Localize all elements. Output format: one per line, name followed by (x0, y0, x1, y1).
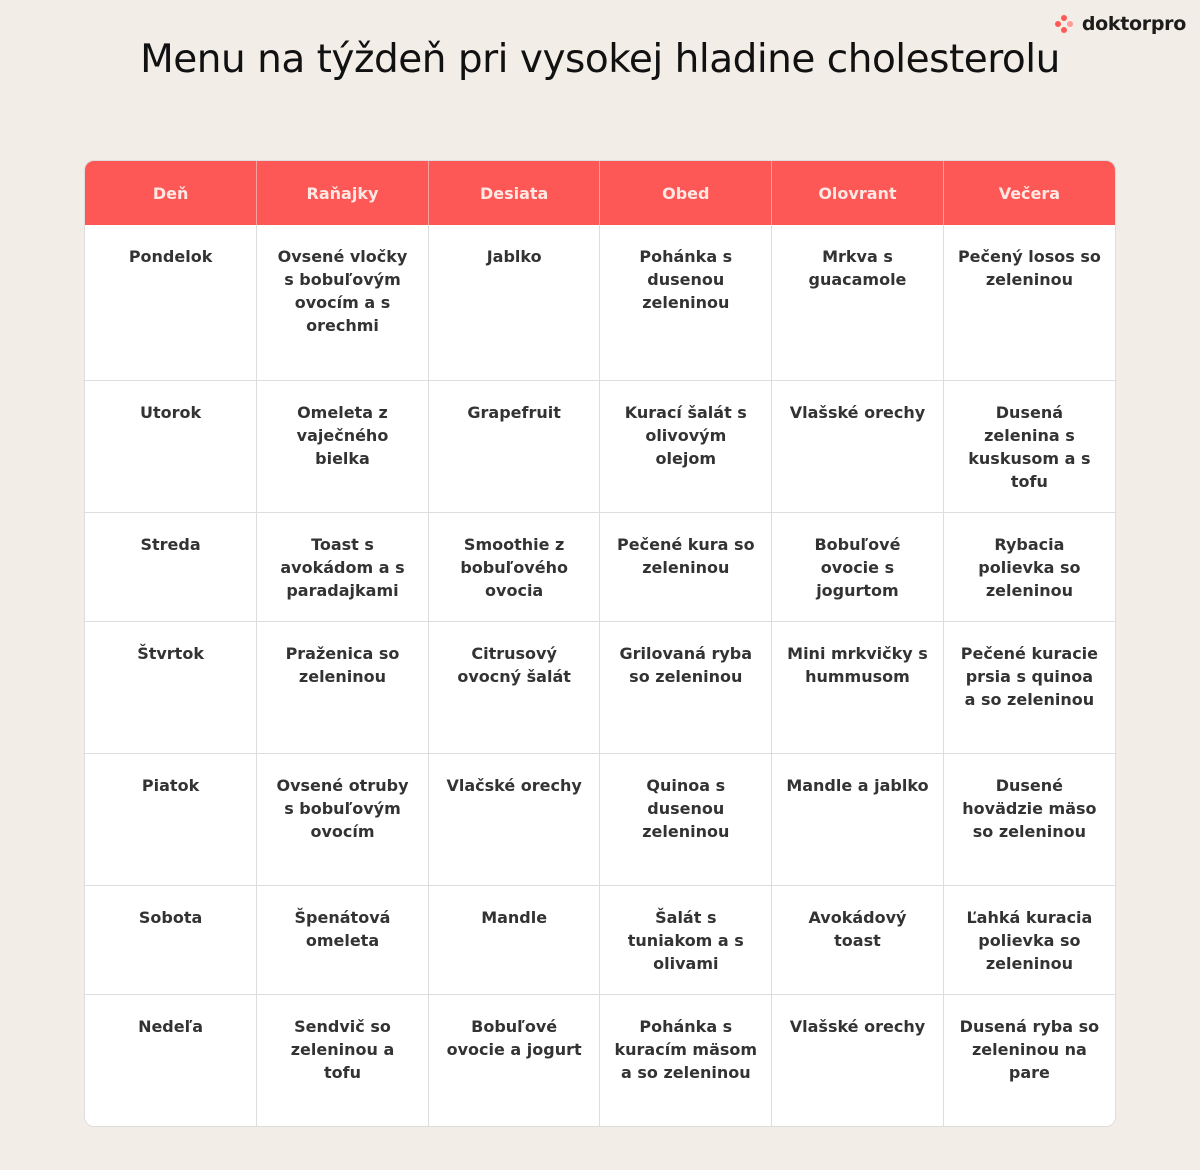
cell-dinner: Dusená ryba so zeleninou na pare (943, 994, 1115, 1126)
cell-day: Streda (85, 512, 257, 621)
cell-lunch: Quinoa s dusenou zeleninou (600, 753, 772, 885)
cell-dinner: Dusená zelenina s kuskusom a s tofu (943, 380, 1115, 512)
cell-day: Štvrtok (85, 621, 257, 753)
cell-day: Pondelok (128, 247, 213, 266)
table-row (85, 753, 1115, 885)
cell-day: Piatok (85, 753, 257, 885)
cell-lunch: Pohánka s kuracím mäsom a so zeleninou (600, 994, 772, 1126)
cell-day: Sobota (85, 885, 257, 994)
cell-dinner: Ľahká kuracia polievka so zeleninou (943, 885, 1115, 994)
cell-snack-morning: Smoothie z bobuľového ovocia (428, 512, 600, 621)
cell-snack-afternoon: Mandle a jablko (772, 753, 944, 885)
cell-breakfast: Praženica so zeleninou (257, 621, 429, 753)
column-header-snack-morning: Desiata (428, 161, 600, 225)
cell-snack-afternoon: Vlašské orechy (772, 994, 944, 1126)
cell-snack-afternoon: Mini mrkvičky s hummusom (772, 621, 944, 753)
cell-snack-morning: Bobuľové ovocie a jogurt (428, 994, 600, 1126)
column-header-dinner: Večera (943, 161, 1115, 225)
table-row (85, 512, 1115, 621)
cell-snack-afternoon: Avokádový toast (772, 885, 944, 994)
weekly-menu-table (85, 161, 1115, 1126)
column-header-day: Deň (85, 161, 257, 225)
column-header-lunch: Obed (600, 161, 772, 225)
cell-day: Utorok (85, 380, 257, 512)
cell-snack-afternoon: Mrkva s guacamole (772, 225, 944, 380)
cell-snack-morning: Vlačské orechy (428, 753, 600, 885)
table-header (85, 161, 1115, 225)
cell-day: Nedeľa (85, 994, 257, 1126)
cell-lunch: Kurací šalát s olivovým olejom (600, 380, 772, 512)
cell-breakfast: Špenátová omeleta (257, 885, 429, 994)
header-row (85, 161, 1115, 225)
cell-breakfast: Sendvič so zeleninou a tofu (257, 994, 429, 1126)
column-header-snack-afternoon: Olovrant (772, 161, 944, 225)
cell-breakfast: Ovsené otruby s bobuľovým ovocím (257, 753, 429, 885)
brand-logo (1054, 13, 1186, 35)
cell-lunch: Grilovaná ryba so zeleninou (600, 621, 772, 753)
cell-lunch: Pohánka s dusenou zeleninou (600, 225, 772, 380)
doktorpro-logo-icon (1054, 14, 1074, 34)
cell-snack-morning: Mandle (428, 885, 600, 994)
cell-dinner: Rybacia polievka so zeleninou (943, 512, 1115, 621)
cell-breakfast: Toast s avokádom a s paradajkami (257, 512, 429, 621)
table-body (85, 225, 1115, 1126)
cell-lunch: Šalát s tuniakom a s olivami (600, 885, 772, 994)
table-row (85, 225, 1115, 380)
cell-snack-morning: Citrusový ovocný šalát (428, 621, 600, 753)
cell-snack-afternoon: Bobuľové ovocie s jogurtom (772, 512, 944, 621)
cell-lunch: Pečené kura so zeleninou (600, 512, 772, 621)
table-row (85, 380, 1115, 512)
table-row (85, 885, 1115, 994)
column-header-breakfast: Raňajky (257, 161, 429, 225)
brand-name: doktorpro (1081, 13, 1186, 35)
cell-breakfast: Ovsené vločky s bobuľovým ovocím a s orechmi (257, 225, 429, 380)
cell-breakfast: Omeleta z vaječného bielka (257, 380, 429, 512)
cell-dinner: Pečené kuracie prsia s quinoa a so zeleninou (943, 621, 1115, 753)
cell-dinner: Pečený losos so zeleninou (943, 225, 1115, 380)
cell-snack-morning: Jablko (428, 225, 600, 380)
table-row (85, 621, 1115, 753)
menu-table-container (84, 160, 1116, 1127)
cell-dinner: Dusené hovädzie mäso so zeleninou (943, 753, 1115, 885)
cell-snack-morning: Grapefruit (428, 380, 600, 512)
page-title: Menu na týždeň pri vysokej hladine cholesterolu (140, 37, 1060, 82)
table-row (85, 994, 1115, 1126)
cell-snack-afternoon: Vlašské orechy (772, 380, 944, 512)
